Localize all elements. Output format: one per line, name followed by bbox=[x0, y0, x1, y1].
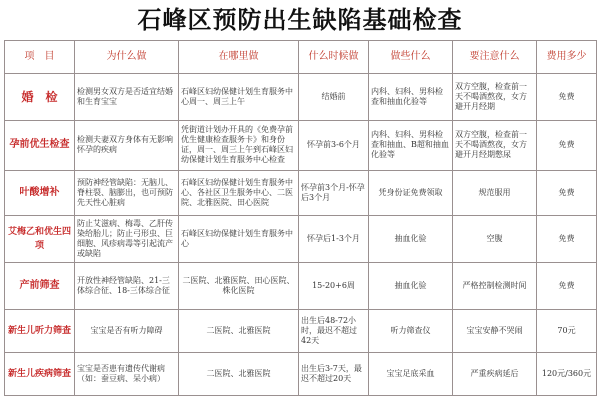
row-where: 二医院、北雅医院、田心医院、株化医院 bbox=[179, 262, 299, 309]
row-fee: 免费 bbox=[537, 170, 597, 215]
row-when: 出生后3-7天，最迟不超过20天 bbox=[299, 353, 369, 396]
row-why: 预防神经管缺陷：无脑儿、脊柱裂、脑膨出，也可预防先天性心脏病 bbox=[75, 170, 179, 215]
row-what: 内科、妇科、男科检查和抽血化验等 bbox=[369, 74, 453, 121]
table-row bbox=[5, 262, 597, 309]
row-what: 抽血化验 bbox=[369, 262, 453, 309]
row-when: 结婚前 bbox=[299, 74, 369, 121]
row-why: 宝宝是否有听力障碍 bbox=[75, 310, 179, 353]
header-when: 什么时候做 bbox=[299, 41, 369, 74]
header-item: 项 目 bbox=[5, 41, 75, 74]
row-what: 凭身份证免费领取 bbox=[369, 170, 453, 215]
row-why: 防止艾滋病、梅毒、乙肝传染给胎儿；防止弓形虫、巨细胞、风疹病毒等引起流产或缺陷 bbox=[75, 215, 179, 262]
row-what: 听力筛查仪 bbox=[369, 310, 453, 353]
row-note: 严格控制检测时间 bbox=[453, 262, 537, 309]
row-when: 怀孕后1-3个月 bbox=[299, 215, 369, 262]
row-name: 孕前优生检查 bbox=[5, 121, 75, 170]
row-note: 双方空腹，检查前一天不喝酒熬夜，女方避开月经期憋尿 bbox=[453, 121, 537, 170]
row-fee: 70元 bbox=[537, 310, 597, 353]
header-fee: 费用多少 bbox=[537, 41, 597, 74]
row-name: 新生儿听力筛查 bbox=[5, 310, 75, 353]
row-note: 规范服用 bbox=[453, 170, 537, 215]
table-row bbox=[5, 353, 597, 396]
header-note: 要注意什么 bbox=[453, 41, 537, 74]
row-fee: 免费 bbox=[537, 262, 597, 309]
row-fee: 免费 bbox=[537, 215, 597, 262]
row-what: 抽血化验 bbox=[369, 215, 453, 262]
row-note: 宝宝安静不哭闹 bbox=[453, 310, 537, 353]
row-what: 宝宝足底采血 bbox=[369, 353, 453, 396]
row-what: 内科、妇科、男科检查和抽血、B超和抽血化验等 bbox=[369, 121, 453, 170]
row-fee: 免费 bbox=[537, 74, 597, 121]
row-where: 石峰区妇幼保健计划生育服务中心、各社区卫生服务中心、二医院、北雅医院、田心医院 bbox=[179, 170, 299, 215]
row-why: 宝宝是否患有遗传代谢病（如：蚕豆病、呆小病） bbox=[75, 353, 179, 396]
row-where: 石峰区妇幼保健计划生育服务中心周一、周三上午 bbox=[179, 74, 299, 121]
row-where: 石峰区妇幼保健计划生育服务中心 bbox=[179, 215, 299, 262]
row-why: 开放性神经管缺陷、21-三体综合征、18-三体综合征 bbox=[75, 262, 179, 309]
row-name: 产前筛查 bbox=[5, 262, 75, 309]
row-name: 新生儿疾病筛查 bbox=[5, 353, 75, 396]
row-fee: 120元/360元 bbox=[537, 353, 597, 396]
row-when: 怀孕前3-6个月 bbox=[299, 121, 369, 170]
row-name: 叶酸增补 bbox=[5, 170, 75, 215]
row-name: 艾梅乙和优生四项 bbox=[5, 215, 75, 262]
table-header-row bbox=[5, 41, 597, 74]
row-when: 15-20+6周 bbox=[299, 262, 369, 309]
row-where: 二医院、北雅医院 bbox=[179, 353, 299, 396]
row-why: 检测夫妻双方身体有无影响怀孕的疾病 bbox=[75, 121, 179, 170]
row-note: 双方空腹，检查前一天不喝酒熬夜，女方避开月经期 bbox=[453, 74, 537, 121]
table-row bbox=[5, 215, 597, 262]
page-title: 石峰区预防出生缺陷基础检查 bbox=[137, 5, 463, 34]
table-row bbox=[5, 310, 597, 353]
row-why: 检测男女双方是否适宜结婚和生育宝宝 bbox=[75, 74, 179, 121]
row-when: 出生后48-72小时，最迟不超过42天 bbox=[299, 310, 369, 353]
header-why: 为什么做 bbox=[75, 41, 179, 74]
row-when: 怀孕前3个月-怀孕后3个月 bbox=[299, 170, 369, 215]
header-where: 在哪里做 bbox=[179, 41, 299, 74]
row-where: 凭街道计划办开具的《免费孕前优生健康检查服务卡》和身份证，周一、周三上午到石峰区妇幼保健计划生育服务中心检查 bbox=[179, 121, 299, 170]
row-name: 婚 检 bbox=[5, 74, 75, 121]
header-what: 做些什么 bbox=[369, 41, 453, 74]
table-row bbox=[5, 170, 597, 215]
row-note: 空腹 bbox=[453, 215, 537, 262]
screening-table bbox=[4, 40, 597, 396]
table-row bbox=[5, 74, 597, 121]
row-note: 严重疾病延后 bbox=[453, 353, 537, 396]
row-fee: 免费 bbox=[537, 121, 597, 170]
table-row bbox=[5, 121, 597, 170]
row-where: 二医院、北雅医院 bbox=[179, 310, 299, 353]
